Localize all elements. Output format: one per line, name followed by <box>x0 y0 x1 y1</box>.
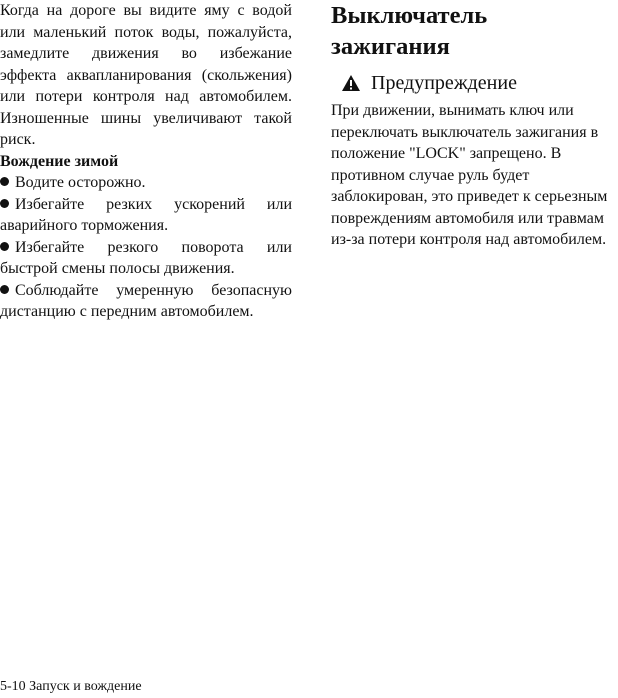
warning-label: Предупреждение <box>371 72 517 94</box>
bullet-text-2: Избегайте резких ускорений или аварийного торможения. <box>0 195 292 234</box>
bullet-item-2 <box>0 194 292 237</box>
bullet-icon <box>0 199 9 208</box>
right-column <box>331 0 618 251</box>
left-column <box>0 0 292 323</box>
warning-header <box>331 70 618 96</box>
section-title <box>331 0 618 62</box>
bullet-icon <box>0 242 9 251</box>
bullet-item-3 <box>0 237 292 280</box>
section-title-line1: Выключатель <box>331 2 488 29</box>
warning-text: При движении, вынимать ключ или переключать выключатель зажигания в положение "LOCK" запрещено. В противном случае руль будет заблокирован, это приведет к серьезным повреждениям автомобиля или травмам из-за потери контроля над автомобилем. <box>331 102 608 248</box>
warning-triangle-icon <box>341 74 361 92</box>
intro-paragraph: Когда на дороге вы видите яму с водой или маленький поток воды, пожалуйста, замедлите движения во избежание эффекта аквапланирования (скольжения) или потери контроля над автомобилем. Изношенные шины увеличивают такой риск. <box>0 2 292 148</box>
bullet-text-1: Водите осторожно. <box>15 174 146 191</box>
bullet-text-3: Избегайте резкого поворота или быстрой смены полосы движения. <box>0 238 292 277</box>
footer-section-name: Запуск и вождение <box>29 679 142 694</box>
bullet-item-4 <box>0 280 292 323</box>
bullet-text-4: Соблюдайте умеренную безопасную дистанцию с передним автомобилем. <box>0 281 292 320</box>
page-footer <box>0 678 142 696</box>
bullet-icon <box>0 285 9 294</box>
winter-driving-heading: Вождение зимой <box>0 152 119 170</box>
page-number: 5-10 <box>0 679 26 694</box>
bullet-item-1 <box>0 172 292 194</box>
section-title-line2: зажигания <box>331 33 450 60</box>
bullet-icon <box>0 177 9 186</box>
